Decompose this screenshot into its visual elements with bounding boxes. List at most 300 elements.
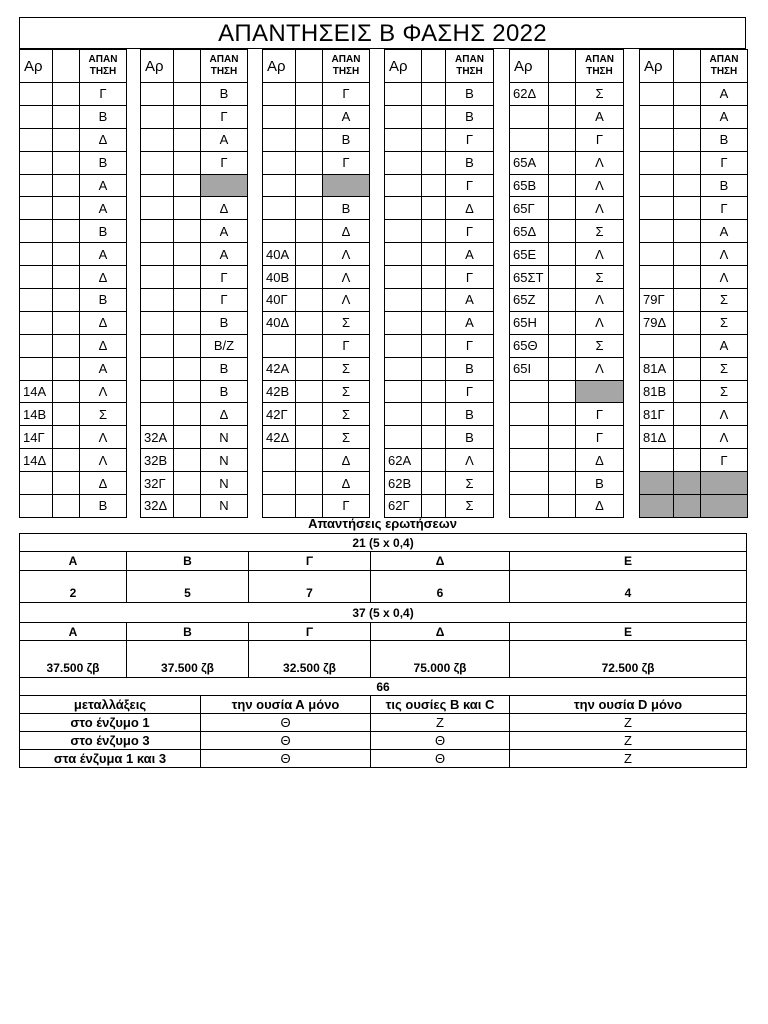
blank-cell xyxy=(174,311,201,334)
question-number xyxy=(640,220,674,243)
blank-cell xyxy=(549,334,576,357)
blank-cell xyxy=(53,380,80,403)
question-number xyxy=(141,151,174,174)
answer-row xyxy=(263,426,370,449)
blank-cell xyxy=(674,311,701,334)
col-header-number: Αρ xyxy=(640,50,674,83)
col-header-answer xyxy=(323,50,370,83)
question-number: 14Γ xyxy=(20,426,53,449)
question-number: 62Β xyxy=(385,472,422,495)
question-number xyxy=(20,495,53,518)
answer-cell: Δ xyxy=(576,495,624,518)
answer-cell: Λ xyxy=(576,289,624,312)
question-number xyxy=(640,266,674,289)
question-number xyxy=(141,403,174,426)
question-number xyxy=(263,495,296,518)
blank-cell xyxy=(549,449,576,472)
col-header-answer xyxy=(201,50,248,83)
blank-cell xyxy=(422,311,446,334)
answer-row xyxy=(20,266,127,289)
answer-row xyxy=(263,472,370,495)
answer-row xyxy=(20,380,127,403)
answer-cell: Λ xyxy=(323,289,370,312)
answer-cell: Α xyxy=(701,105,748,128)
col-header-answer-line2: ΤΗΣΗ xyxy=(332,66,360,77)
blank-cell xyxy=(422,449,446,472)
question-number xyxy=(20,243,53,266)
question-number: 40Γ xyxy=(263,289,296,312)
question-number xyxy=(263,83,296,106)
answer-cell: Β xyxy=(446,426,494,449)
blank-cell xyxy=(549,495,576,518)
answer-cell xyxy=(323,174,370,197)
answer-cell: Α xyxy=(446,289,494,312)
answer-row xyxy=(141,128,248,151)
blank-cell xyxy=(53,289,80,312)
blank-cell xyxy=(674,357,701,380)
blank-cell xyxy=(296,357,323,380)
answer-row xyxy=(141,357,248,380)
answer-cell: Σ xyxy=(576,334,624,357)
q21-heading: 21 (5 x 0,4) xyxy=(20,534,747,552)
q21-val-e: 4 xyxy=(510,571,747,603)
q66-cell: Θ xyxy=(201,750,371,768)
q66-cell: Ζ xyxy=(371,714,510,732)
answer-cell: Λ xyxy=(576,243,624,266)
question-number: 42Γ xyxy=(263,403,296,426)
answer-row xyxy=(263,403,370,426)
q66-col-substances-bc: τις ουσίες B και C xyxy=(371,696,510,714)
question-number: 62Γ xyxy=(385,495,422,518)
blank-cell xyxy=(422,105,446,128)
answer-cell: Β xyxy=(201,83,248,106)
question-number: 40Δ xyxy=(263,311,296,334)
question-number xyxy=(20,105,53,128)
answer-cell: Β xyxy=(80,220,127,243)
question-number: 65Δ xyxy=(510,220,549,243)
blank-cell xyxy=(422,83,446,106)
q66-cell: Θ xyxy=(371,732,510,750)
answer-row xyxy=(385,220,494,243)
question-number xyxy=(141,380,174,403)
blank-cell xyxy=(53,243,80,266)
blank-cell xyxy=(174,380,201,403)
col-header-blank xyxy=(422,50,446,83)
answer-cell xyxy=(701,495,748,518)
answer-row xyxy=(510,472,624,495)
question-number xyxy=(141,334,174,357)
blank-cell xyxy=(422,472,446,495)
q21-col-a: Α xyxy=(20,552,127,571)
question-number xyxy=(385,174,422,197)
answer-row xyxy=(510,128,624,151)
blank-cell xyxy=(296,174,323,197)
answer-row xyxy=(263,174,370,197)
blank-cell xyxy=(296,83,323,106)
answer-cell: Δ xyxy=(323,472,370,495)
q66-cell: Ζ xyxy=(510,750,747,768)
answer-row xyxy=(385,174,494,197)
answer-cell: Γ xyxy=(701,449,748,472)
answer-cell: Σ xyxy=(576,220,624,243)
blank-cell xyxy=(174,151,201,174)
blank-cell xyxy=(53,128,80,151)
blank-cell xyxy=(549,83,576,106)
q21-col-e: Ε xyxy=(510,552,747,571)
answer-cell: Λ xyxy=(576,174,624,197)
answer-row xyxy=(141,334,248,357)
answer-row xyxy=(263,151,370,174)
blank-cell xyxy=(174,403,201,426)
answer-cell: Γ xyxy=(701,197,748,220)
blank-cell xyxy=(549,380,576,403)
col-header-number: Αρ xyxy=(263,50,296,83)
answer-cell: Α xyxy=(80,174,127,197)
answer-row xyxy=(385,128,494,151)
q37-col-d: Δ xyxy=(371,623,510,641)
answer-row xyxy=(385,380,494,403)
col-header-answer-line2: ΤΗΣΗ xyxy=(89,66,117,77)
blank-cell xyxy=(422,151,446,174)
q37-val-d: 75.000 ζβ xyxy=(371,641,510,678)
question-number xyxy=(141,174,174,197)
question-number xyxy=(20,357,53,380)
col-header-number: Αρ xyxy=(20,50,53,83)
answer-cell xyxy=(576,380,624,403)
answer-cell: Γ xyxy=(201,289,248,312)
question-number xyxy=(385,311,422,334)
col-header-blank xyxy=(53,50,80,83)
answer-row xyxy=(20,449,127,472)
question-number xyxy=(141,220,174,243)
question-number xyxy=(141,243,174,266)
answer-row xyxy=(640,83,748,106)
answer-row xyxy=(640,105,748,128)
answer-cell: Β xyxy=(80,289,127,312)
q66-cell: Ζ xyxy=(510,732,747,750)
blank-cell xyxy=(53,426,80,449)
answer-row xyxy=(263,380,370,403)
blank-cell xyxy=(422,426,446,449)
answer-row xyxy=(263,357,370,380)
question-number xyxy=(510,403,549,426)
answer-cell: Α xyxy=(701,334,748,357)
question-number: 65Θ xyxy=(510,334,549,357)
blank-cell xyxy=(174,243,201,266)
blank-cell xyxy=(174,174,201,197)
answer-cell: Δ xyxy=(80,266,127,289)
question-number xyxy=(640,174,674,197)
answer-row xyxy=(385,426,494,449)
page-title: ΑΠΑΝΤΗΣΕΙΣ Β ΦΑΣΗΣ 2022 xyxy=(19,17,746,49)
answer-row xyxy=(640,357,748,380)
question-number xyxy=(385,289,422,312)
blank-cell xyxy=(674,220,701,243)
answer-row xyxy=(640,472,748,495)
blank-cell xyxy=(296,334,323,357)
answer-row xyxy=(263,197,370,220)
answer-cell: Δ xyxy=(323,220,370,243)
answer-row xyxy=(141,311,248,334)
answer-cell: Σ xyxy=(701,311,748,334)
answer-row xyxy=(510,449,624,472)
blank-cell xyxy=(674,243,701,266)
col-header-answer xyxy=(80,50,127,83)
answer-cell: Α xyxy=(446,243,494,266)
question-number: 40Β xyxy=(263,266,296,289)
answer-row xyxy=(141,380,248,403)
answer-row xyxy=(263,83,370,106)
answer-cell: Β xyxy=(201,311,248,334)
answer-cell: Δ xyxy=(80,334,127,357)
q21-val-b: 5 xyxy=(127,571,249,603)
answer-cell: Α xyxy=(576,105,624,128)
col-header-number: Αρ xyxy=(385,50,422,83)
answer-row xyxy=(640,426,748,449)
question-number: 81Δ xyxy=(640,426,674,449)
blank-cell xyxy=(174,472,201,495)
answer-cell: Λ xyxy=(323,266,370,289)
answer-row xyxy=(263,266,370,289)
q37-val-a: 37.500 ζβ xyxy=(20,641,127,678)
question-number: 14Δ xyxy=(20,449,53,472)
answer-cell: Γ xyxy=(446,174,494,197)
question-number xyxy=(640,243,674,266)
answer-row xyxy=(385,449,494,472)
blank-cell xyxy=(422,243,446,266)
answer-cell: Ν xyxy=(201,472,248,495)
answer-cell: Γ xyxy=(201,105,248,128)
answer-cell: Σ xyxy=(701,357,748,380)
question-number xyxy=(141,105,174,128)
answer-row xyxy=(20,83,127,106)
blank-cell xyxy=(674,197,701,220)
col-header-answer-line1: ΑΠΑΝ xyxy=(709,54,739,65)
question-number xyxy=(385,243,422,266)
answer-cell: Ν xyxy=(201,426,248,449)
q37-val-e: 72.500 ζβ xyxy=(510,641,747,678)
answer-row xyxy=(20,472,127,495)
answer-cell: Γ xyxy=(701,151,748,174)
answer-row xyxy=(141,266,248,289)
question-number xyxy=(510,449,549,472)
answer-row xyxy=(510,151,624,174)
answer-row xyxy=(510,403,624,426)
answer-cell: Α xyxy=(80,357,127,380)
blank-cell xyxy=(674,105,701,128)
blank-cell xyxy=(549,243,576,266)
question-number: 65Β xyxy=(510,174,549,197)
answer-row xyxy=(640,197,748,220)
answer-cell: Λ xyxy=(701,426,748,449)
question-number: 65Ε xyxy=(510,243,549,266)
answer-cell xyxy=(701,472,748,495)
question-number: 62Α xyxy=(385,449,422,472)
answer-cell: Λ xyxy=(576,197,624,220)
blank-cell xyxy=(53,334,80,357)
blank-cell xyxy=(296,311,323,334)
blank-cell xyxy=(53,105,80,128)
blank-cell xyxy=(674,403,701,426)
answer-cell: Σ xyxy=(576,83,624,106)
question-number xyxy=(510,495,549,518)
question-number: 42Β xyxy=(263,380,296,403)
answer-row xyxy=(20,128,127,151)
answer-cell: Γ xyxy=(201,266,248,289)
answer-cell: Β xyxy=(80,495,127,518)
col-header-number: Αρ xyxy=(141,50,174,83)
question-number xyxy=(510,426,549,449)
question-number: 65Ι xyxy=(510,357,549,380)
question-number xyxy=(385,105,422,128)
answer-cell: Α xyxy=(446,311,494,334)
answer-cell: Δ xyxy=(576,449,624,472)
blank-cell xyxy=(296,105,323,128)
question-number: 81Β xyxy=(640,380,674,403)
blank-cell xyxy=(296,197,323,220)
answer-cell: Λ xyxy=(576,151,624,174)
question-number xyxy=(141,83,174,106)
answer-row xyxy=(141,174,248,197)
answer-block-6 xyxy=(639,49,748,518)
col-header-blank xyxy=(296,50,323,83)
answer-row xyxy=(20,151,127,174)
answer-cell: Δ xyxy=(201,403,248,426)
answer-row xyxy=(640,449,748,472)
question-number: 62Δ xyxy=(510,83,549,106)
question-number xyxy=(385,266,422,289)
blank-cell xyxy=(549,220,576,243)
answer-row xyxy=(20,105,127,128)
col-header-blank xyxy=(549,50,576,83)
q66-col-substance-d: την ουσία D μόνο xyxy=(510,696,747,714)
answer-cell: Σ xyxy=(80,403,127,426)
question-number xyxy=(385,334,422,357)
answer-cell: Λ xyxy=(576,357,624,380)
answer-block-4 xyxy=(384,49,494,518)
answer-cell: Α xyxy=(701,220,748,243)
answer-cell: Σ xyxy=(323,311,370,334)
question-number xyxy=(385,197,422,220)
answer-cell: Γ xyxy=(446,334,494,357)
question-number xyxy=(20,128,53,151)
answer-row xyxy=(385,334,494,357)
answer-row xyxy=(20,334,127,357)
blank-cell xyxy=(549,151,576,174)
blank-cell xyxy=(296,495,323,518)
question-number xyxy=(640,472,674,495)
answer-row xyxy=(141,289,248,312)
answer-cell: Γ xyxy=(576,426,624,449)
answer-cell: Β xyxy=(446,83,494,106)
q66-cell: Θ xyxy=(201,732,371,750)
question-number xyxy=(385,426,422,449)
question-number xyxy=(263,472,296,495)
blank-cell xyxy=(674,426,701,449)
answer-row xyxy=(141,426,248,449)
question-number: 42Δ xyxy=(263,426,296,449)
answer-cell: Β xyxy=(446,105,494,128)
answer-cell: Λ xyxy=(446,449,494,472)
answer-row xyxy=(20,243,127,266)
blank-cell xyxy=(296,151,323,174)
question-number: 42Α xyxy=(263,357,296,380)
blank-cell xyxy=(174,334,201,357)
answer-cell: Σ xyxy=(323,426,370,449)
answer-row xyxy=(640,334,748,357)
answer-cell: Γ xyxy=(323,151,370,174)
q66-cell: Ζ xyxy=(510,714,747,732)
q21-col-d: Δ xyxy=(371,552,510,571)
answer-row xyxy=(640,243,748,266)
blank-cell xyxy=(174,266,201,289)
question-number xyxy=(263,151,296,174)
question-number: 32Α xyxy=(141,426,174,449)
answer-row xyxy=(640,151,748,174)
question-number: 32Β xyxy=(141,449,174,472)
question-number: 14Β xyxy=(20,403,53,426)
blank-cell xyxy=(422,174,446,197)
question-number: 79Γ xyxy=(640,289,674,312)
answer-cell: Λ xyxy=(323,243,370,266)
col-header-answer-line1: ΑΠΑΝ xyxy=(88,54,118,65)
answer-row xyxy=(510,266,624,289)
answer-cell: Γ xyxy=(576,403,624,426)
blank-cell xyxy=(296,266,323,289)
q37-col-c: Γ xyxy=(249,623,371,641)
answer-row xyxy=(263,220,370,243)
answer-row xyxy=(141,243,248,266)
question-number xyxy=(141,289,174,312)
question-number xyxy=(510,472,549,495)
answer-row xyxy=(510,243,624,266)
answer-cell: Γ xyxy=(446,380,494,403)
answer-cell: Α xyxy=(201,128,248,151)
answer-block-3 xyxy=(262,49,370,518)
question-number xyxy=(510,105,549,128)
q37-val-b: 37.500 ζβ xyxy=(127,641,249,678)
question-number: 65Γ xyxy=(510,197,549,220)
answer-cell: Β xyxy=(701,128,748,151)
blank-cell xyxy=(674,174,701,197)
col-header-number: Αρ xyxy=(510,50,549,83)
answer-row xyxy=(20,357,127,380)
q37-val-c: 32.500 ζβ xyxy=(249,641,371,678)
blank-cell xyxy=(549,266,576,289)
question-number xyxy=(640,128,674,151)
blank-cell xyxy=(174,357,201,380)
answer-row xyxy=(263,289,370,312)
blank-cell xyxy=(549,311,576,334)
answer-cell: Γ xyxy=(201,151,248,174)
answer-row xyxy=(20,220,127,243)
col-header-blank xyxy=(174,50,201,83)
question-number: 40Α xyxy=(263,243,296,266)
answer-block-2 xyxy=(140,49,248,518)
answer-cell: Δ xyxy=(446,197,494,220)
question-number xyxy=(385,357,422,380)
question-number: 32Γ xyxy=(141,472,174,495)
answer-row xyxy=(640,403,748,426)
answer-row xyxy=(141,449,248,472)
answer-cell: Γ xyxy=(323,83,370,106)
question-number: 32Δ xyxy=(141,495,174,518)
question-number xyxy=(20,174,53,197)
blank-cell xyxy=(549,357,576,380)
question-number xyxy=(385,380,422,403)
answer-cell: Β xyxy=(446,151,494,174)
blank-cell xyxy=(549,197,576,220)
